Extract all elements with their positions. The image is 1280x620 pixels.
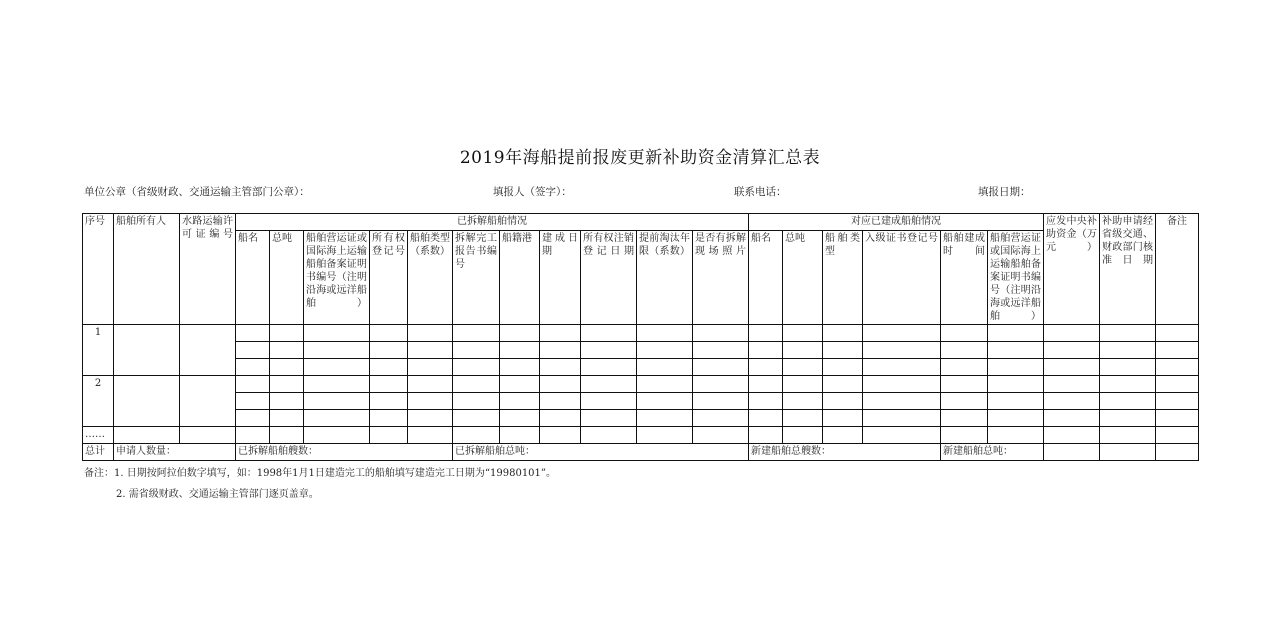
header-seq: 序号 bbox=[83, 214, 114, 325]
cell[interactable] bbox=[1156, 444, 1199, 461]
cell[interactable] bbox=[270, 393, 304, 410]
cell[interactable] bbox=[236, 325, 270, 342]
dismantled-total-tonnage: 已拆解船舶总吨： bbox=[453, 444, 749, 461]
permit-cell[interactable] bbox=[180, 325, 236, 376]
cell[interactable] bbox=[1044, 325, 1100, 342]
cell[interactable] bbox=[988, 359, 1044, 376]
cell[interactable] bbox=[453, 427, 500, 444]
table-row bbox=[83, 359, 1199, 376]
cell[interactable] bbox=[304, 325, 370, 342]
cell[interactable] bbox=[941, 427, 988, 444]
document-title: 2019年海船提前报废更新补助资金清算汇总表 bbox=[459, 148, 821, 168]
cell[interactable] bbox=[270, 325, 304, 342]
cell[interactable] bbox=[581, 410, 637, 427]
header-d-photos: 是否有拆解现场照片 bbox=[693, 231, 749, 325]
row-seq: …… bbox=[83, 427, 114, 444]
cell[interactable] bbox=[823, 342, 863, 359]
cell[interactable] bbox=[236, 393, 270, 410]
notes bbox=[84, 463, 556, 505]
cell[interactable] bbox=[581, 359, 637, 376]
cell[interactable] bbox=[1156, 342, 1199, 359]
cell[interactable] bbox=[823, 325, 863, 342]
cell[interactable] bbox=[988, 342, 1044, 359]
cell[interactable] bbox=[941, 359, 988, 376]
cell[interactable] bbox=[988, 325, 1044, 342]
cell[interactable] bbox=[304, 359, 370, 376]
cell[interactable] bbox=[941, 376, 988, 393]
cell[interactable] bbox=[1044, 359, 1100, 376]
row-seq: 1 bbox=[83, 325, 114, 376]
cell[interactable] bbox=[783, 393, 823, 410]
cell[interactable] bbox=[637, 410, 693, 427]
cell[interactable] bbox=[581, 325, 637, 342]
cell[interactable] bbox=[1156, 410, 1199, 427]
cell[interactable] bbox=[988, 376, 1044, 393]
cell[interactable] bbox=[783, 325, 823, 342]
cell[interactable] bbox=[236, 342, 270, 359]
cell[interactable] bbox=[693, 427, 749, 444]
cell[interactable] bbox=[988, 393, 1044, 410]
note-2: 2. 需省级财政、交通运输主管部门逐页盖章。 bbox=[116, 489, 319, 500]
cell[interactable] bbox=[408, 325, 453, 342]
cell[interactable] bbox=[693, 376, 749, 393]
cell[interactable] bbox=[540, 325, 581, 342]
row-seq: 2 bbox=[83, 376, 114, 427]
cell[interactable] bbox=[783, 342, 823, 359]
cell[interactable] bbox=[749, 393, 783, 410]
cell[interactable] bbox=[370, 427, 408, 444]
cell[interactable] bbox=[270, 342, 304, 359]
cell[interactable] bbox=[304, 342, 370, 359]
group-dismantled: 已拆解船舶情况 bbox=[236, 214, 749, 231]
cell[interactable] bbox=[1156, 427, 1199, 444]
cell[interactable] bbox=[693, 410, 749, 427]
cell[interactable] bbox=[863, 393, 941, 410]
header-approval-date: 补助申请经省级交通、财政部门核准日期 bbox=[1100, 214, 1156, 325]
cell[interactable] bbox=[408, 427, 453, 444]
total-row bbox=[83, 444, 1199, 461]
cell[interactable] bbox=[941, 342, 988, 359]
cell[interactable] bbox=[453, 359, 500, 376]
header-permit: 水路运输许可证编号 bbox=[180, 214, 236, 325]
cell[interactable] bbox=[823, 410, 863, 427]
table-row bbox=[83, 393, 1199, 410]
cell[interactable] bbox=[1100, 359, 1156, 376]
cell[interactable] bbox=[988, 427, 1044, 444]
cell[interactable] bbox=[370, 325, 408, 342]
cell[interactable] bbox=[1156, 376, 1199, 393]
owner-cell[interactable] bbox=[114, 325, 180, 376]
cell[interactable] bbox=[1044, 410, 1100, 427]
cell[interactable] bbox=[783, 376, 823, 393]
cell[interactable] bbox=[1100, 427, 1156, 444]
table-row bbox=[83, 376, 1199, 393]
header-d-certificate: 船舶营运证或国际海上运输船舶备案证明书编号（注明沿海或远洋船舶） bbox=[304, 231, 370, 325]
cell[interactable] bbox=[1100, 393, 1156, 410]
cell[interactable] bbox=[637, 427, 693, 444]
header-d-ship-name: 船名 bbox=[236, 231, 270, 325]
cell[interactable] bbox=[1044, 393, 1100, 410]
cell[interactable] bbox=[1100, 342, 1156, 359]
table-row bbox=[83, 325, 1199, 342]
cell[interactable] bbox=[500, 410, 540, 427]
cell[interactable] bbox=[236, 427, 270, 444]
cell[interactable] bbox=[863, 427, 941, 444]
cell[interactable] bbox=[863, 342, 941, 359]
unit-seal-label: 单位公章（省级财政、交通运输主管部门公章）： bbox=[84, 186, 310, 198]
total-label: 总计 bbox=[83, 444, 114, 461]
header-remark: 备注 bbox=[1156, 214, 1199, 325]
cell[interactable] bbox=[637, 393, 693, 410]
header-d-ship-type: 船舶类型（系数） bbox=[408, 231, 453, 325]
cell[interactable] bbox=[749, 342, 783, 359]
header-n-built-time: 船舶建成时间 bbox=[941, 231, 988, 325]
cell[interactable] bbox=[1100, 444, 1156, 461]
cell[interactable] bbox=[453, 376, 500, 393]
cell[interactable] bbox=[370, 359, 408, 376]
cell[interactable] bbox=[236, 359, 270, 376]
phone-label: 联系电话： bbox=[734, 186, 787, 198]
header-n-ship-type: 船舶类型 bbox=[823, 231, 863, 325]
cell[interactable] bbox=[500, 427, 540, 444]
dismantled-ship-count: 已拆解船舶艘数： bbox=[236, 444, 453, 461]
header-d-report-no: 拆解完工报告书编号 bbox=[453, 231, 500, 325]
note-1: 备注：1. 日期按阿拉伯数字填写，如：1998年1月1日建造完工的船舶填写建造完工日期为“19980101”。 bbox=[84, 468, 557, 479]
cell[interactable] bbox=[1044, 427, 1100, 444]
cell[interactable] bbox=[236, 410, 270, 427]
cell[interactable] bbox=[1044, 376, 1100, 393]
header-d-deregister-date: 所有权注销登记日期 bbox=[581, 231, 637, 325]
cell[interactable] bbox=[1100, 325, 1156, 342]
cell[interactable] bbox=[783, 427, 823, 444]
header-owner: 船舶所有人 bbox=[114, 214, 180, 325]
applicants-count: 申请人数量： bbox=[114, 444, 236, 461]
cell[interactable] bbox=[1100, 410, 1156, 427]
header-d-tonnage: 总吨 bbox=[270, 231, 304, 325]
date-label: 填报日期： bbox=[978, 186, 1031, 198]
cell[interactable] bbox=[236, 376, 270, 393]
cell[interactable] bbox=[540, 376, 581, 393]
header-d-port: 船籍港 bbox=[500, 231, 540, 325]
cell[interactable] bbox=[863, 376, 941, 393]
cell[interactable] bbox=[1156, 393, 1199, 410]
cell[interactable] bbox=[500, 325, 540, 342]
cell[interactable] bbox=[823, 376, 863, 393]
new-ship-count: 新建船舶总艘数： bbox=[749, 444, 941, 461]
cell[interactable] bbox=[823, 393, 863, 410]
cell[interactable] bbox=[749, 325, 783, 342]
cell[interactable] bbox=[823, 359, 863, 376]
cell[interactable] bbox=[304, 410, 370, 427]
cell[interactable] bbox=[941, 325, 988, 342]
table-row bbox=[83, 427, 1199, 444]
cell[interactable] bbox=[408, 393, 453, 410]
cell[interactable] bbox=[637, 359, 693, 376]
header-d-built-date: 建成日期 bbox=[540, 231, 581, 325]
permit-cell[interactable] bbox=[180, 376, 236, 427]
cell[interactable] bbox=[1044, 342, 1100, 359]
cell[interactable] bbox=[749, 410, 783, 427]
table-row bbox=[83, 342, 1199, 359]
cell[interactable] bbox=[988, 410, 1044, 427]
cell[interactable] bbox=[637, 376, 693, 393]
cell[interactable] bbox=[1156, 359, 1199, 376]
table-row bbox=[83, 410, 1199, 427]
cell[interactable] bbox=[304, 393, 370, 410]
owner-cell[interactable] bbox=[114, 427, 180, 444]
cell[interactable] bbox=[693, 325, 749, 342]
cell[interactable] bbox=[863, 410, 941, 427]
cell[interactable] bbox=[540, 427, 581, 444]
header-d-early-years: 提前淘汰年限（系数） bbox=[637, 231, 693, 325]
cell[interactable] bbox=[408, 376, 453, 393]
cell[interactable] bbox=[637, 325, 693, 342]
owner-cell[interactable] bbox=[114, 376, 180, 427]
cell[interactable] bbox=[749, 376, 783, 393]
cell[interactable] bbox=[581, 427, 637, 444]
cell[interactable] bbox=[941, 410, 988, 427]
cell[interactable] bbox=[540, 410, 581, 427]
cell[interactable] bbox=[693, 342, 749, 359]
cell[interactable] bbox=[453, 325, 500, 342]
cell[interactable] bbox=[540, 359, 581, 376]
group-new-built: 对应已建成船舶情况 bbox=[749, 214, 1044, 231]
cell[interactable] bbox=[1044, 444, 1100, 461]
cell[interactable] bbox=[500, 376, 540, 393]
cell[interactable] bbox=[693, 359, 749, 376]
cell[interactable] bbox=[408, 410, 453, 427]
cell[interactable] bbox=[370, 342, 408, 359]
cell[interactable] bbox=[370, 393, 408, 410]
cell[interactable] bbox=[408, 359, 453, 376]
cell[interactable] bbox=[270, 427, 304, 444]
new-total-tonnage: 新建船舶总吨： bbox=[941, 444, 1044, 461]
cell[interactable] bbox=[863, 325, 941, 342]
header-n-certificate: 船舶营运证或国际海上运输船舶备案证明书编号（注明沿海或远洋船舶） bbox=[988, 231, 1044, 325]
header-n-class-cert: 入级证书登记号 bbox=[863, 231, 941, 325]
cell[interactable] bbox=[500, 359, 540, 376]
cell[interactable] bbox=[453, 410, 500, 427]
cell[interactable] bbox=[270, 376, 304, 393]
summary-table bbox=[82, 213, 1199, 461]
cell[interactable] bbox=[540, 342, 581, 359]
cell[interactable] bbox=[581, 393, 637, 410]
cell[interactable] bbox=[540, 393, 581, 410]
cell[interactable] bbox=[500, 342, 540, 359]
reporter-label: 填报人（签字）： bbox=[493, 186, 572, 198]
cell[interactable] bbox=[863, 359, 941, 376]
cell[interactable] bbox=[453, 393, 500, 410]
cell[interactable] bbox=[749, 427, 783, 444]
header-n-ship-name: 船名 bbox=[749, 231, 783, 325]
cell[interactable] bbox=[749, 359, 783, 376]
cell[interactable] bbox=[304, 427, 370, 444]
cell[interactable] bbox=[783, 359, 823, 376]
cell[interactable] bbox=[500, 393, 540, 410]
cell[interactable] bbox=[408, 342, 453, 359]
header-d-ownership-no: 所有权登记号 bbox=[370, 231, 408, 325]
cell[interactable] bbox=[783, 410, 823, 427]
cell[interactable] bbox=[941, 393, 988, 410]
header-subsidy: 应发中央补助资金（万元） bbox=[1044, 214, 1100, 325]
cell[interactable] bbox=[304, 376, 370, 393]
permit-cell[interactable] bbox=[180, 427, 236, 444]
header-n-tonnage: 总吨 bbox=[783, 231, 823, 325]
cell[interactable] bbox=[693, 393, 749, 410]
cell[interactable] bbox=[581, 376, 637, 393]
cell[interactable] bbox=[637, 342, 693, 359]
cell[interactable] bbox=[823, 427, 863, 444]
cell[interactable] bbox=[370, 376, 408, 393]
cell[interactable] bbox=[270, 410, 304, 427]
cell[interactable] bbox=[453, 342, 500, 359]
cell[interactable] bbox=[581, 342, 637, 359]
cell[interactable] bbox=[1156, 325, 1199, 342]
cell[interactable] bbox=[370, 410, 408, 427]
cell[interactable] bbox=[270, 359, 304, 376]
cell[interactable] bbox=[1100, 376, 1156, 393]
